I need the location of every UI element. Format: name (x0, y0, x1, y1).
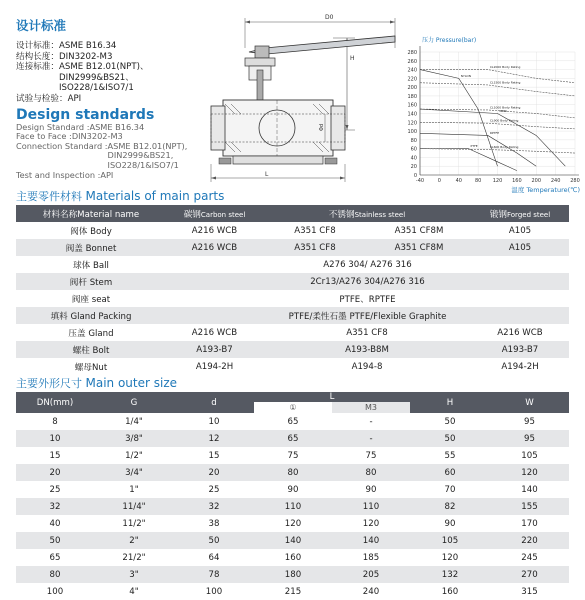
dimensions-table (16, 392, 569, 600)
dimension-cell: 82 (410, 498, 490, 515)
dimension-cell: 50 (410, 430, 490, 447)
x-tick-label: 120 (492, 178, 503, 184)
dim-header-d: d (174, 392, 254, 413)
dimension-cell: 11/2" (94, 515, 174, 532)
x-tick-label: 80 (474, 178, 482, 184)
material-part-name: 填料 Gland Packing (16, 307, 166, 324)
y-tick-label: 140 (407, 111, 417, 118)
dimension-cell: 315 (490, 583, 569, 600)
dimension-cell: 65 (254, 430, 332, 447)
dim-header-w: W (490, 392, 569, 413)
material-part-name: 阀盖 Bonnet (16, 239, 166, 256)
dim-subheader-l1: ① (254, 402, 332, 413)
dimension-cell: 100 (16, 583, 94, 600)
dimension-row (16, 413, 569, 430)
material-cell: A351 CF8M (367, 239, 471, 256)
standard-key: Connection Standard : (16, 140, 108, 151)
standard-key: 设计标准： (16, 41, 59, 51)
dimension-cell: 32 (16, 498, 94, 515)
dim-header-g: G (94, 392, 174, 413)
standard-value: DIN3202-M3 (71, 131, 123, 142)
series-label: CL2000 Body Rating (489, 65, 521, 70)
dim-subheader-m3: M3 (332, 402, 410, 413)
material-cell: A276 304/ A276 316 (166, 256, 569, 273)
dimension-cell: 20 (174, 464, 254, 481)
standard-key: 试验与检验： (16, 93, 68, 104)
pressure-temperature-chart (400, 32, 582, 194)
dimension-cell: 11/4" (94, 498, 174, 515)
dimension-cell: 25 (174, 481, 254, 498)
dimension-row (16, 532, 569, 549)
mat-header-carbon: 碳钢Carbon steel (166, 205, 263, 222)
material-cell: A193-B7 (166, 341, 263, 358)
standard-row (16, 52, 206, 63)
material-row (16, 324, 569, 341)
material-cell: 2Cr13/A276 304/A276 316 (166, 273, 569, 290)
dimension-row (16, 430, 569, 447)
dim-l-label: L (265, 171, 269, 178)
dimensions-title-en: Main outer size (85, 376, 178, 390)
material-cell: A193-B7 (471, 341, 569, 358)
dimension-cell: 110 (332, 498, 410, 515)
dimension-cell: 20 (16, 464, 94, 481)
standard-key: Face to Face : (16, 131, 72, 142)
material-cell: A105 (471, 222, 569, 239)
series-line (420, 149, 517, 171)
y-tick-label: 120 (407, 120, 417, 127)
standard-row (16, 171, 206, 181)
dimension-cell: 15 (174, 447, 254, 464)
dimension-cell: 10 (16, 430, 94, 447)
mat-header-forged: 锻钢Forged steel (471, 205, 569, 222)
y-tick-label: 20 (410, 164, 417, 171)
dimension-row (16, 583, 569, 600)
dimension-cell: 1/4" (94, 413, 174, 430)
dimension-cell: 65 (254, 413, 332, 430)
dimension-cell: 120 (410, 549, 490, 566)
dimension-cell: 270 (490, 566, 569, 583)
material-part-name: 球体 Ball (16, 256, 166, 273)
standard-key: Design Standard : (16, 121, 90, 132)
standard-value: ASME B12.01(NPT)、 DIN2999&BS21、 ISO228/1&ISO7/1 (58, 62, 149, 94)
dimensions-section-title (16, 375, 177, 391)
dimension-cell: 160 (254, 549, 332, 566)
dimension-cell: 95 (490, 413, 569, 430)
standards-cn-list (16, 41, 206, 105)
dimension-cell: 3/4" (94, 464, 174, 481)
material-cell: A351 CF8 (263, 324, 471, 341)
dimension-cell: 80 (16, 566, 94, 583)
material-cell: A194-2H (471, 358, 569, 375)
x-tick-label: 240 (550, 178, 561, 184)
material-part-name: 阀体 Body (16, 222, 166, 239)
dimension-cell: 60 (410, 464, 490, 481)
dimension-cell: 1/2" (94, 447, 174, 464)
dimension-cell: 70 (410, 481, 490, 498)
x-tick-label: 40 (455, 178, 462, 184)
dimension-cell: 132 (410, 566, 490, 583)
standard-key: 结构长度： (16, 51, 59, 62)
material-row (16, 341, 569, 358)
dimension-cell: 21/2" (94, 549, 174, 566)
y-tick-label: 60 (410, 146, 417, 153)
dimension-cell: 12 (174, 430, 254, 447)
dimension-cell: 90 (410, 515, 490, 532)
series-label: PTFE (470, 144, 478, 149)
material-cell: PTFE/柔性石墨 PTFE/Flexible Graphite (166, 307, 569, 324)
dimension-cell: 140 (254, 532, 332, 549)
dim-phi-d-label: Φd (319, 123, 325, 131)
material-cell: A105 (471, 239, 569, 256)
dim-d0-label: D0 (325, 14, 334, 21)
material-cell: A193-B8M (263, 341, 471, 358)
dimension-cell: 64 (174, 549, 254, 566)
dimension-row (16, 464, 569, 481)
dimension-row (16, 549, 569, 566)
dimension-cell: 90 (254, 481, 332, 498)
series-label: CL1500 Body Rating (489, 80, 521, 85)
dimension-cell: 65 (16, 549, 94, 566)
dimension-cell: - (332, 413, 410, 430)
x-tick-label: -40 (415, 178, 425, 184)
y-tick-label: 260 (407, 58, 417, 65)
dimension-cell: 110 (254, 498, 332, 515)
x-tick-label: 200 (531, 178, 542, 184)
design-standards (16, 18, 206, 180)
material-row (16, 290, 569, 307)
y-axis-title: 压力 Pressure(bar) (422, 37, 477, 44)
standard-value: ASME B16.34 (58, 41, 117, 51)
y-tick-label: 180 (407, 93, 417, 100)
y-tick-label: 240 (407, 67, 417, 74)
material-row (16, 222, 569, 239)
dim-header-l: L (254, 392, 410, 402)
dimension-cell: 105 (410, 532, 490, 549)
x-axis-title: 温度 Temperature(℃) (511, 186, 580, 194)
material-cell: A351 CF8 (263, 222, 367, 239)
standard-row (16, 62, 206, 94)
dimension-cell: 185 (332, 549, 410, 566)
standard-value: ASME B12.01(NPT), DIN2999&BS21, ISO228/1&ISO7/1 (107, 140, 188, 170)
x-tick-label: 280 (570, 178, 580, 184)
standard-value: API (67, 93, 82, 104)
dimension-cell: 4" (94, 583, 174, 600)
dimension-cell: 120 (332, 515, 410, 532)
materials-section-title (16, 188, 224, 204)
standard-row (16, 142, 206, 171)
material-row (16, 307, 569, 324)
y-tick-label: 100 (407, 129, 417, 136)
x-tick-label: 0 (437, 178, 441, 184)
mat-header-name: 材料名称Material name (16, 205, 166, 222)
material-cell: A194-8 (263, 358, 471, 375)
dimensions-title-cn: 主要外形尺寸 (16, 377, 82, 390)
dimension-cell: 240 (332, 583, 410, 600)
dimension-cell: 160 (410, 583, 490, 600)
dimension-cell: 3/8" (94, 430, 174, 447)
dimension-cell: 140 (332, 532, 410, 549)
dimension-row (16, 566, 569, 583)
y-tick-label: 220 (407, 76, 417, 83)
material-cell: A216 WCB (166, 222, 263, 239)
material-part-name: 螺柱 Bolt (16, 341, 166, 358)
material-part-name: 阀杆 Stem (16, 273, 166, 290)
dimension-cell: 120 (490, 464, 569, 481)
dimension-cell: 78 (174, 566, 254, 583)
series-label: NYLON (460, 73, 471, 78)
y-tick-label: 160 (407, 102, 417, 109)
standards-cn-title: 设计标准 (16, 18, 67, 33)
valve-drawing (205, 8, 405, 188)
dimension-cell: 40 (16, 515, 94, 532)
dimension-cell: 50 (410, 413, 490, 430)
dimension-row (16, 498, 569, 515)
dimension-row (16, 447, 569, 464)
dimension-cell: 205 (332, 566, 410, 583)
standard-key: Test and Inspection : (16, 169, 101, 180)
dimension-cell: 90 (332, 481, 410, 498)
materials-table (16, 205, 569, 375)
y-tick-label: 0 (413, 173, 417, 179)
dimension-cell: 50 (174, 532, 254, 549)
material-cell: A216 WCB (471, 324, 569, 341)
series-label: CL900 Body Rating (489, 118, 519, 123)
material-part-name: 压盖 Gland (16, 324, 166, 341)
series-label: PEEK (499, 109, 508, 113)
dimension-cell: 155 (490, 498, 569, 515)
dimension-cell: 25 (16, 481, 94, 498)
dimension-cell: 55 (410, 447, 490, 464)
dimension-cell: - (332, 430, 410, 447)
material-row (16, 256, 569, 273)
mat-header-stainless: 不锈钢Stainless steel (263, 205, 471, 222)
material-row (16, 239, 569, 256)
standard-value: ASME B16.34 (89, 121, 145, 132)
material-part-name: 阀座 seat (16, 290, 166, 307)
dimension-cell: 38 (174, 515, 254, 532)
dimension-cell: 3" (94, 566, 174, 583)
y-tick-label: 200 (407, 85, 417, 92)
series-label: RPTFE (489, 130, 500, 135)
standard-value: API (100, 169, 114, 180)
standards-en-title: Design standards (16, 106, 155, 123)
dimension-cell: 245 (490, 549, 569, 566)
material-part-name: 螺母Nut (16, 358, 166, 375)
series-label: CL1000 Body Rating (489, 105, 521, 110)
dimension-cell: 80 (332, 464, 410, 481)
material-cell: A351 CF8M (367, 222, 471, 239)
dimension-cell: 100 (174, 583, 254, 600)
dimension-cell: 1" (94, 481, 174, 498)
dimension-cell: 15 (16, 447, 94, 464)
dimension-cell: 220 (490, 532, 569, 549)
dimension-cell: 80 (254, 464, 332, 481)
dimension-cell: 50 (16, 532, 94, 549)
material-cell: A351 CF8 (263, 239, 367, 256)
material-cell: A216 WCB (166, 239, 263, 256)
dimension-cell: 215 (254, 583, 332, 600)
materials-title-en: Materials of main parts (85, 189, 225, 203)
standard-value: DIN3202-M3 (58, 51, 113, 62)
dim-header-dn: DN(mm) (16, 392, 94, 413)
y-tick-label: 40 (410, 155, 417, 162)
dimension-row (16, 515, 569, 532)
dimension-cell: 8 (16, 413, 94, 430)
dimension-cell: 75 (332, 447, 410, 464)
dimension-cell: 170 (490, 515, 569, 532)
dimension-cell: 120 (254, 515, 332, 532)
standard-key: 连接标准： (16, 62, 59, 73)
standards-en-list (16, 123, 206, 181)
materials-title-cn: 主要零件材料 (16, 190, 82, 203)
material-cell: A216 WCB (166, 324, 263, 341)
dimension-cell: 95 (490, 430, 569, 447)
dimension-cell: 75 (254, 447, 332, 464)
series-label: CL600 Body Rating (489, 145, 519, 150)
standard-row (16, 41, 206, 52)
dim-header-h: H (410, 392, 490, 413)
x-tick-label: 160 (512, 178, 522, 184)
dimension-cell: 105 (490, 447, 569, 464)
dim-h-label: H (350, 55, 355, 62)
material-cell: A194-2H (166, 358, 263, 375)
material-cell: PTFE、RPTFE (166, 290, 569, 307)
y-tick-label: 280 (407, 50, 417, 56)
y-tick-label: 80 (410, 137, 417, 144)
dimension-cell: 2" (94, 532, 174, 549)
dimension-cell: 180 (254, 566, 332, 583)
material-row (16, 358, 569, 375)
material-row (16, 273, 569, 290)
dimension-cell: 32 (174, 498, 254, 515)
dimension-cell: 10 (174, 413, 254, 430)
standard-row (16, 94, 206, 105)
dimension-row (16, 481, 569, 498)
dimension-cell: 140 (490, 481, 569, 498)
